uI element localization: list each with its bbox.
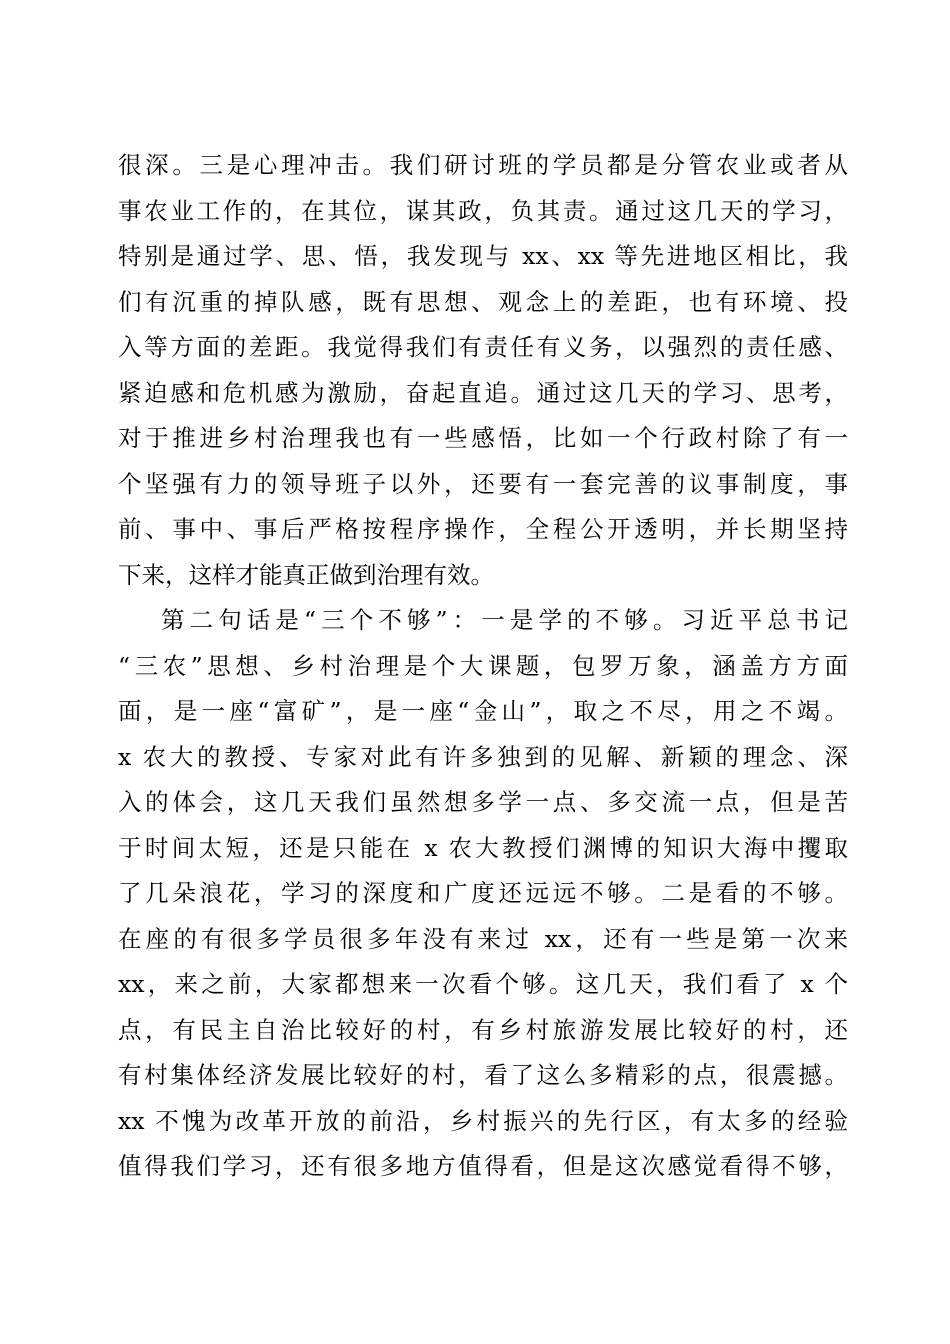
text-line: xx，来之前，大家都想来一次看个够。这几天，我们看了 x 个 xyxy=(118,970,848,998)
text-line: 在座的有很多学员很多年没有来过 xx，还有一些是第一次来 xyxy=(118,924,848,953)
text-line: 前、事中、事后严格按程序操作，全程公开透明，并长期坚持 xyxy=(118,515,848,543)
paragraph-start-line: 第二句话是“三个不够”：一是学的不够。习近平总书记 xyxy=(161,606,848,634)
text-line: 们有沉重的掉队感，既有思想、观念上的差距，也有环境、投 xyxy=(118,287,848,316)
text-line: “三农”思想、乡村治理是个大课题，包罗万象，涵盖方方面 xyxy=(118,651,848,680)
body-text xyxy=(118,143,848,1190)
text-line: 很深。三是心理冲击。我们研讨班的学员都是分管农业或者从 xyxy=(118,151,848,179)
text-line: 事农业工作的，在其位，谋其政，负其责。通过这几天的学习， xyxy=(118,196,848,225)
text-line: 于时间太短，还是只能在 x 农大教授们渊博的知识大海中攫取 xyxy=(118,833,848,862)
text-line: 入等方面的差距。我觉得我们有责任有义务，以强烈的责任感、 xyxy=(118,333,848,361)
paragraph-end-line: 下来，这样才能真正做到治理有效。 xyxy=(118,560,494,589)
text-line: 紧迫感和危机感为激励，奋起直追。通过这几天的学习、思考， xyxy=(118,378,848,407)
text-line: 值得我们学习，还有很多地方值得看，但是这次感觉看得不够， xyxy=(118,1152,848,1180)
text-line: 面，是一座“富矿”，是一座“金山”，取之不尽，用之不竭。 xyxy=(118,697,848,725)
text-line: xx 不愧为改革开放的前沿，乡村振兴的先行区，有太多的经验 xyxy=(118,1106,848,1135)
text-line: x 农大的教授、专家对此有许多独到的见解、新颖的理念、深 xyxy=(118,742,848,771)
text-line: 点，有民主自治比较好的村，有乡村旅游发展比较好的村，还 xyxy=(118,1015,848,1044)
text-line: 对于推进乡村治理我也有一些感悟，比如一个行政村除了有一 xyxy=(118,424,848,452)
text-line: 入的体会，这几天我们虽然想多学一点、多交流一点，但是苦 xyxy=(118,788,848,816)
text-line: 了几朵浪花，学习的深度和广度还远远不够。二是看的不够。 xyxy=(118,879,848,907)
text-line: 个坚强有力的领导班子以外，还要有一套完善的议事制度，事 xyxy=(118,469,848,498)
text-line: 有村集体经济发展比较好的村，看了这么多精彩的点，很震撼。 xyxy=(118,1061,848,1089)
text-line: 特别是通过学、思、悟，我发现与 xx、xx 等先进地区相比，我 xyxy=(118,242,848,270)
